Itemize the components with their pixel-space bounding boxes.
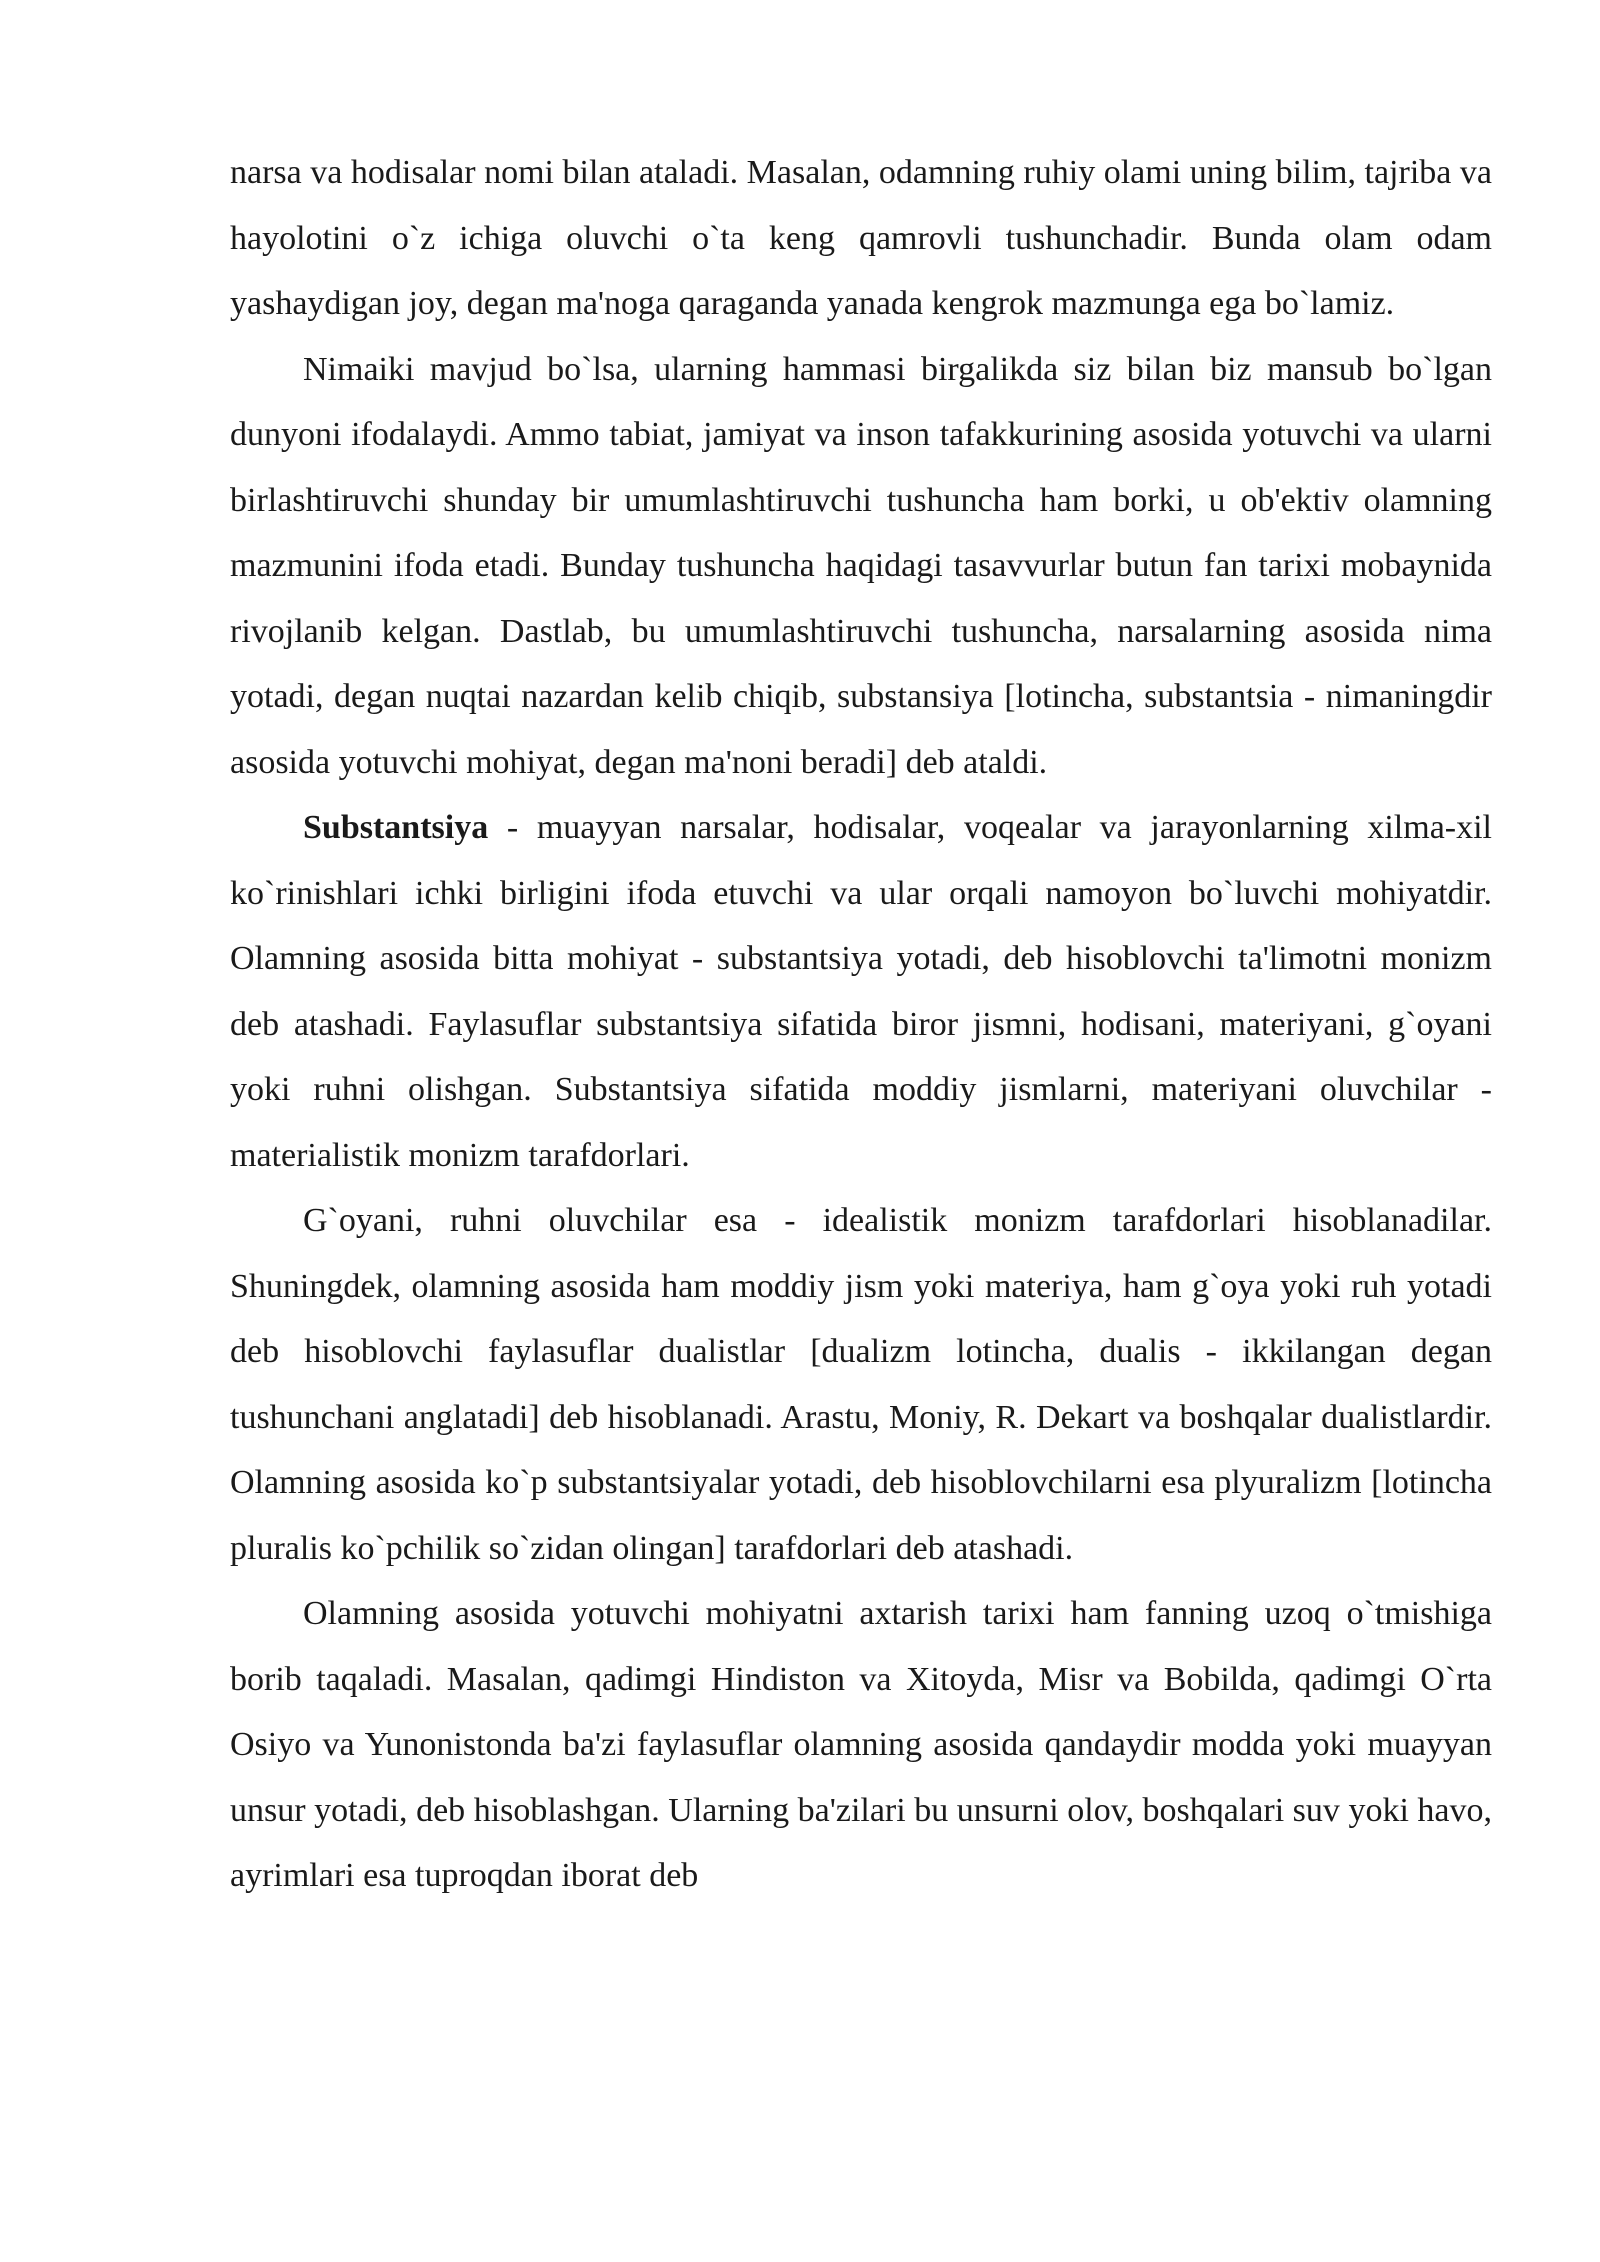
paragraph-5-text: Olamning asosida yotuvchi mohiyatni axtarish tarixi ham fanning uzoq o`tmishiga borib taqaladi. Masalan, qadimgi Hindiston va Xitoyda, Misr va Bobilda, qadimgi O`rta Osiyo va Yunonistonda ba'zi faylasuflar olamning asosida qandaydir modda yoki muayyan unsur yotadi, deb hisoblashgan. Ularning ba'zilari bu unsurni olov, boshqalari suv yoki havo, ayrimlari esa tuproqdan iborat deb bbox=[230, 1595, 1492, 1894]
paragraph-3-text: - muayyan narsalar, hodisalar, voqealar va jarayonlarning xilma-xil ko`rinishlari ichki birligini ifoda etuvchi va ular orqali namoyon bo`luvchi mohiyatdir. Olamning asosida bitta mohiyat - substantsiya yotadi, deb hisoblovchi ta'limotni monizm deb atashadi. Faylasuflar substantsiya sifatida biror jismni, hodisani, materiyani, g`oyani yoki ruhni olishgan. Substantsiya sifatida moddiy jismlarni, materiyani oluvchilar - materialistik monizm tarafdorlari. bbox=[230, 809, 1492, 1174]
paragraph-1 bbox=[230, 140, 1492, 337]
paragraph-5 bbox=[230, 1581, 1492, 1909]
paragraph-2 bbox=[230, 337, 1492, 796]
paragraph-3 bbox=[230, 795, 1492, 1188]
paragraph-4-text: G`oyani, ruhni oluvchilar esa - idealistik monizm tarafdorlari hisoblanadilar. Shuningdek, olamning asosida ham moddiy jism yoki materiya, ham g`oya yoki ruh yotadi deb hisoblovchi faylasuflar dualistlar [dualizm lotincha, dualis - ikkilangan degan tushunchani anglatadi] deb hisoblanadi. Arastu, Moniy, R. Dekart va boshqalar dualistlardir. Olamning asosida ko`p substantsiyalar yotadi, deb hisoblovchilarni esa plyuralizm [lotincha pluralis ko`pchilik so`zidan olingan] tarafdorlari deb atashadi. bbox=[230, 1202, 1492, 1567]
term-substantsiya: Substantsiya bbox=[303, 809, 489, 846]
document-page bbox=[230, 140, 1492, 1909]
paragraph-4 bbox=[230, 1188, 1492, 1581]
paragraph-1-text: narsa va hodisalar nomi bilan ataladi. Masalan, odamning ruhiy olami uning bilim, tajriba va hayolotini o`z ichiga oluvchi o`ta keng qamrovli tushunchadir. Bunda olam odam yashaydigan joy, degan ma'noga qaraganda yanada kengrok mazmunga ega bo`lamiz. bbox=[230, 154, 1492, 322]
paragraph-2-text: Nimaiki mavjud bo`lsa, ularning hammasi birgalikda siz bilan biz mansub bo`lgan dunyoni ifodalaydi. Ammo tabiat, jamiyat va inson tafakkurining asosida yotuvchi va ularni birlashtiruvchi shunday bir umumlashtiruvchi tushuncha ham borki, u ob'ektiv olamning mazmunini ifoda etadi. Bunday tushuncha haqidagi tasavvurlar butun fan tarixi mobaynida rivojlanib kelgan. Dastlab, bu umumlashtiruvchi tushuncha, narsalarning asosida nima yotadi, degan nuqtai nazardan kelib chiqib, substansiya [lotincha, substantsia - nimaningdir asosida yotuvchi mohiyat, degan ma'noni beradi] deb ataldi. bbox=[230, 350, 1492, 781]
